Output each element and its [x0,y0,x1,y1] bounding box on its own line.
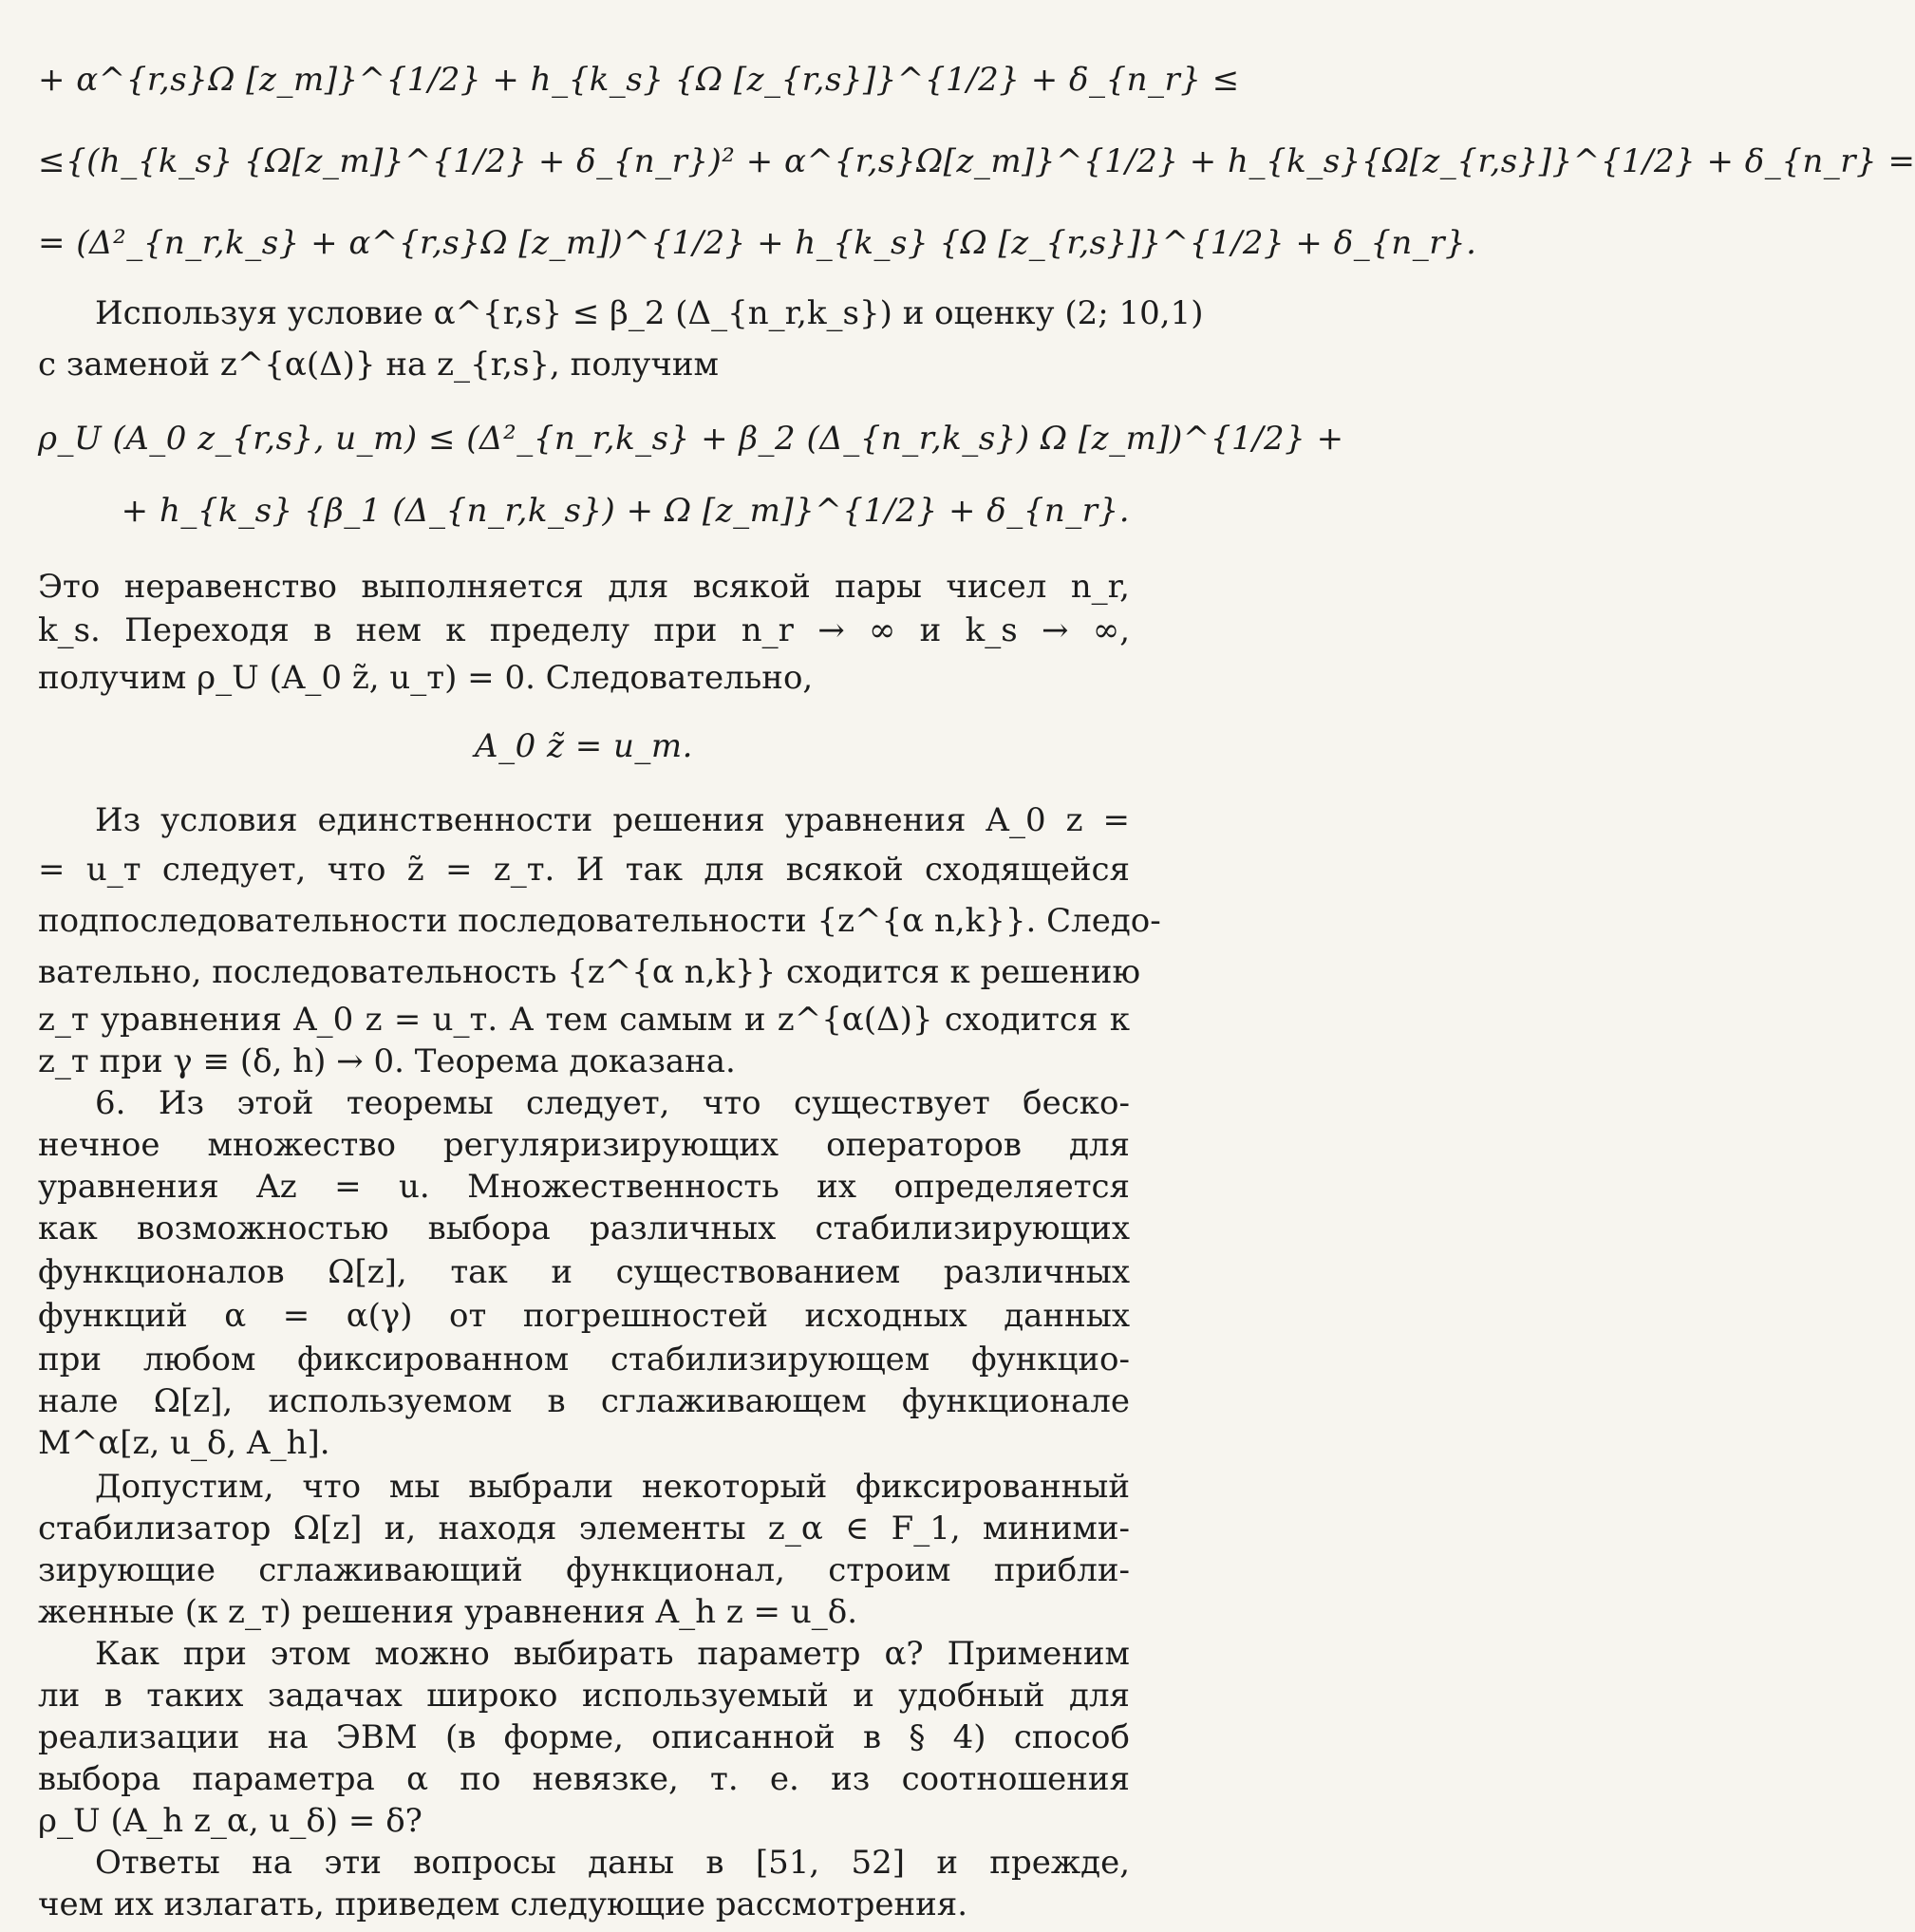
text-line: z_т при γ ≡ (δ, h) → 0. Теорема доказана. [38,1042,736,1080]
text-line: выбора параметра α по невязке, т. е. из соотношения [38,1760,1130,1798]
equation-line: = (Δ²_{n_r,k_s} + α^{r,s}Ω [z_т])^{1/2} + h_{k_s} {Ω [z_{r,s}]}^{1/2} + δ_{n_r}. [38,224,1477,262]
text-line: ρ_U (A_h z_α, u_δ) = δ? [38,1802,422,1840]
text-line: нечное множество регуляризирующих операторов для [38,1126,1130,1164]
text-line: Допустим, что мы выбрали некоторый фиксированный [95,1468,1130,1506]
text-line: нале Ω[z], используемом в сглаживающем функционале [38,1382,1130,1420]
text-line: функционалов Ω[z], так и существованием различных [38,1253,1130,1291]
text-line: получим ρ_U (A_0 z̃, u_т) = 0. Следовательно, [38,659,814,697]
equation-line: + h_{k_s} {β_1 (Δ_{n_r,k_s}) + Ω [z_т]}^{1/2} + δ_{n_r}. [121,492,1130,530]
text-line: подпоследовательности последовательности {z^{α n,k}}. Следо- [38,902,1161,940]
text-line: зирующие сглаживающий функционал, строим прибли- [38,1551,1130,1589]
text-line: вательно, последовательность {z^{α n,k}} сходится к решению [38,953,1141,991]
text-line: стабилизатор Ω[z] и, находя элементы z_α ∈ F_1, миними- [38,1510,1130,1547]
text-line: реализации на ЭВМ (в форме, описанной в § 4) способ [38,1718,1130,1756]
text-line: женные (к z_т) решения уравнения A_h z = u_δ. [38,1593,858,1631]
text-line: Как при этом можно выбирать параметр α? Применим [95,1635,1130,1673]
text-line: функций α = α(γ) от погрешностей исходных данных [38,1297,1130,1335]
text-line: при любом фиксированном стабилизирующем функцио- [38,1341,1130,1379]
text-line: как возможностью выбора различных стабилизирующих [38,1210,1130,1247]
text-line: z_т уравнения A_0 z = u_т. А тем самым и z^{α(Δ)} сходится к [38,1001,1130,1039]
text-line: 6. Из этой теоремы следует, что существует беско- [95,1084,1130,1122]
text-line: k_s. Переходя в нем к пределу при n_r → ∞ и k_s → ∞, [38,611,1130,649]
equation-line: + α^{r,s}Ω [z_т]}^{1/2} + h_{k_s} {Ω [z_{r,s}]}^{1/2} + δ_{n_r} ≤ [38,61,1240,99]
equation-line: A_0 z̃ = u_т. [475,727,693,765]
text-line: Из условия единственности решения уравнения A_0 z = [95,801,1130,839]
equation-line: ρ_U (A_0 z_{r,s}, u_т) ≤ (Δ²_{n_r,k_s} + β_2 (Δ_{n_r,k_s}) Ω [z_т])^{1/2} + [38,420,1344,458]
text-line: Используя условие α^{r,s} ≤ β_2 (Δ_{n_r,k_s}) и оценку (2; 10,1) [95,294,1204,332]
text-line: Это неравенство выполняется для всякой пары чисел n_r, [38,568,1130,606]
text-line: уравнения Az = u. Множественность их определяется [38,1168,1130,1206]
text-line: Ответы на эти вопросы даны в [51, 52] и прежде, [95,1844,1130,1882]
text-line: с заменой z^{α(Δ)} на z_{r,s}, получим [38,346,719,384]
text-line: = u_т следует, что z̃ = z_т. И так для всякой сходящейся [38,851,1130,889]
equation-line: ≤{(h_{k_s} {Ω[z_т]}^{1/2} + δ_{n_r})² + α^{r,s}Ω[z_т]}^{1/2} + h_{k_s}{Ω[z_{r,s}]}^{1/2} + δ_{n_r} = [38,142,1915,180]
text-line: ли в таких задачах широко используемый и удобный для [38,1677,1130,1715]
text-line: чем их излагать, приведем следующие рассмотрения. [38,1885,968,1923]
text-line: M^α[z, u_δ, A_h]. [38,1424,330,1462]
